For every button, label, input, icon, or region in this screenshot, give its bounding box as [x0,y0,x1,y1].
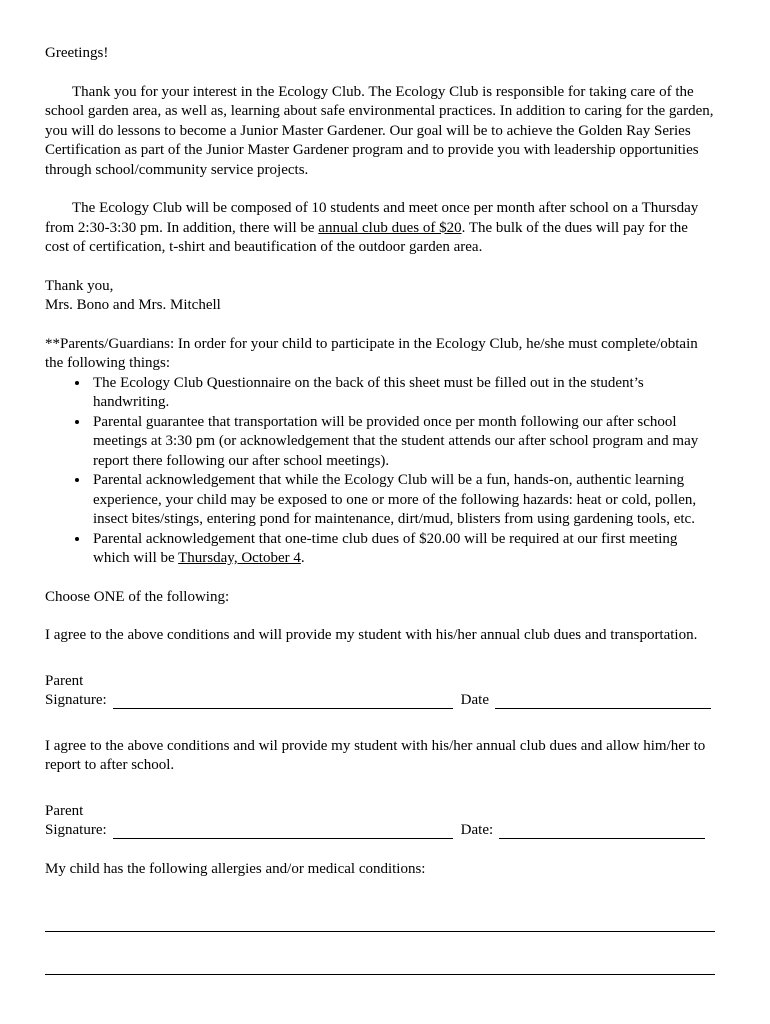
parent-label: Parent [45,802,84,819]
choose-one-instruction: Choose ONE of the following: [45,588,230,605]
date-field[interactable] [495,693,711,709]
bullet-text: Parental acknowledgement that while the Ecology Club will be a fun, hands-on, authentic learning experience, your child may be exposed to one or more of the following hazards: heat or cold, pollen, insect bites/stings, entering pond for maintenance, dirt/mud, blisters from using gardening tools, etc. [93,472,697,527]
option2-statement: I agree to the above conditions and wil provide my student with his/her annual club dues and allow him/her to report to after school. [45,737,706,773]
date-label: Date: [460,822,494,838]
list-item-transportation [90,413,715,472]
parents-guardians-note: **Parents/Guardians: In order for your child to participate in the Ecology Club, he/she must complete/obtain the following things: [45,335,698,371]
club-details-text-post: . The bulk of the dues will pay for the cost of certification, t-shirt and beautification of the outdoor garden area. [45,219,688,255]
date-field[interactable] [499,823,705,839]
requirements-list [45,374,715,569]
allergies-write-in-line-1[interactable] [45,931,715,932]
signature-block-2 [45,802,715,841]
signature-block-1 [45,672,715,711]
signature-field[interactable] [113,823,453,839]
bullet-text: Parental guarantee that transportation will be provided once per month following our after school meetings at 3:30 pm (or acknowledgement that the student attends our after school program and may report there following our after school meetings). [93,413,699,469]
closing-signers: Mrs. Bono and Mrs. Mitchell [45,297,221,313]
allergies-write-in-line-2[interactable] [45,974,715,975]
signature-field[interactable] [113,693,453,709]
list-item-questionnaire [90,374,715,413]
intro-paragraph: Thank you for your interest in the Ecology Club. The Ecology Club is responsible for taking care of the school garden area, as well as, learning about safe environmental practices. In addition to caring for the garden, you will do lessons to become a Junior Master Gardener. Our goal will be to achieve the Golden Ray Series Certification as part of the Junior Master Gardener program and to provide you with leadership opportunities through school/community service projects. [45,83,714,178]
signature-row [45,821,715,841]
option1-statement: I agree to the above conditions and will provide my student with his/her annual club dues and transportation. [45,627,698,643]
list-item-hazards [90,471,715,530]
signature-label: Signature: [45,822,107,838]
closing-block [45,277,715,316]
signature-label: Signature: [45,692,107,708]
bullet-text-post: . [300,550,305,566]
bullet-text: The Ecology Club Questionnaire on the back of this sheet must be filled out in the student’s handwriting. [93,374,644,410]
greeting-text: Greetings! [45,45,109,61]
dues-underlined-text: annual club dues of $20 [318,219,462,236]
allergies-prompt: My child has the following allergies and/or medical conditions: [45,860,426,877]
closing-thank-you: Thank you, [45,277,114,294]
club-details-text-pre: The Ecology Club will be composed of 10 students and meet once per month after school on a Thursday from 2:30-3:30 pm. In addition, there will be [45,200,699,236]
date-underlined-text: Thursday, October 4 [178,550,301,566]
signature-row [45,691,715,711]
date-label: Date [460,692,489,708]
list-item-dues [90,530,715,569]
club-details-paragraph [45,199,715,258]
parent-label: Parent [45,672,84,689]
bullet-text: Parental acknowledgement that one-time club dues of $20.00 will be required at our first meeting which will be [93,530,678,566]
